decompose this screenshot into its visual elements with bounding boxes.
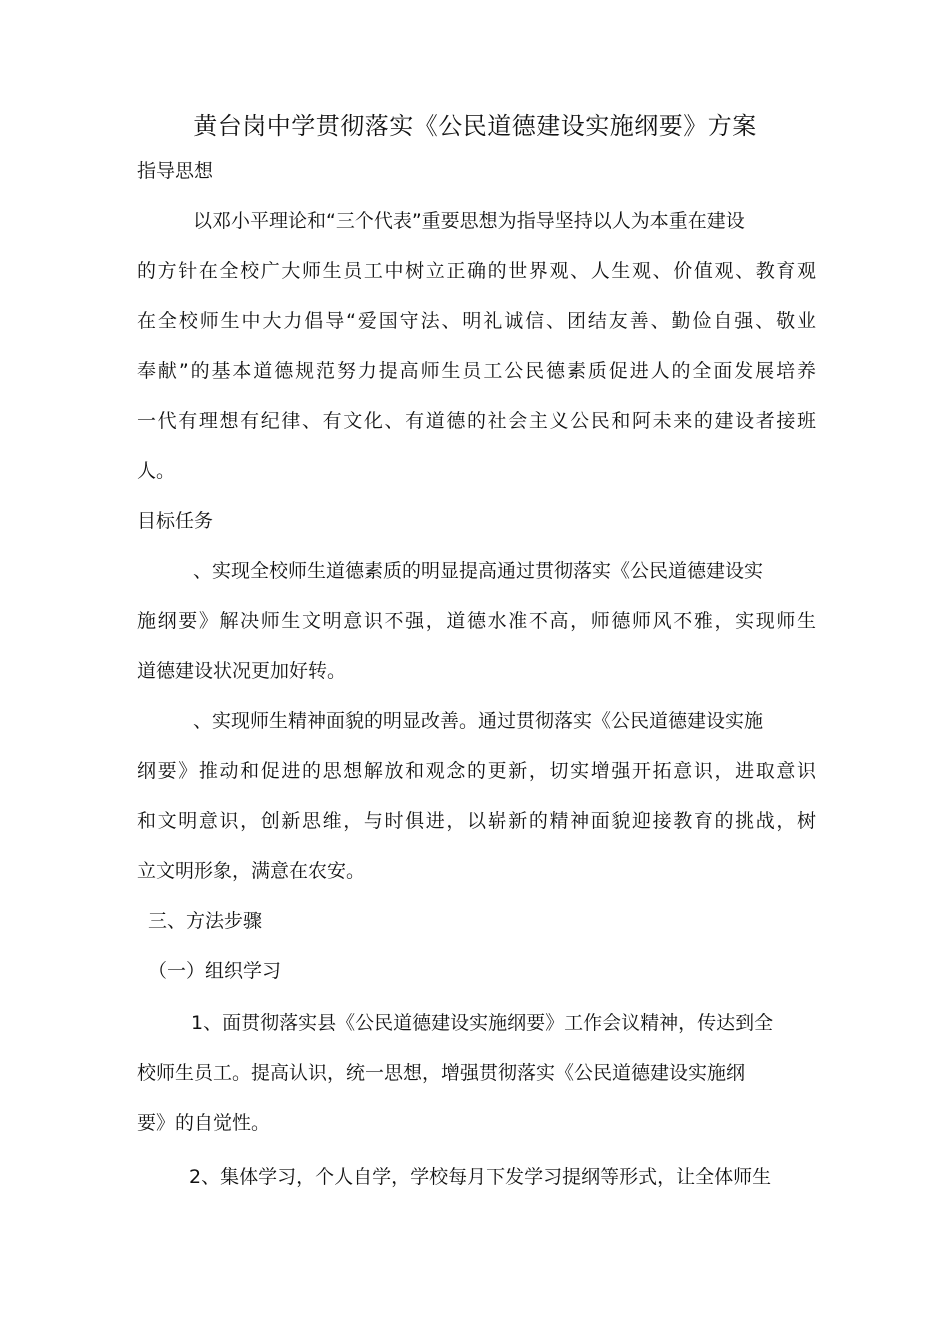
- paragraph-line: 人。: [137, 460, 176, 482]
- paragraph-line: 道德建设状况更加好转。: [137, 660, 347, 682]
- paragraph-line: 一代有理想有纪律、有文化、有道德的社会主义公民和阿未来的建设者接班: [137, 410, 816, 432]
- paragraph-line: 纲要》推动和促进的思想解放和观念的更新，切实增强开拓意识，进取意识: [137, 760, 816, 782]
- paragraph-line: 1、面贯彻落实县《公民道德建设实施纲要》工作会议精神，传达到全: [191, 1012, 774, 1034]
- paragraph-line: 2、集体学习，个人自学，学校每月下发学习提纲等形式，让全体师生: [189, 1166, 772, 1188]
- paragraph-line: 、实现师生精神面貌的明显改善。通过贯彻落实《公民道德建设实施: [193, 710, 764, 732]
- paragraph-line: 和文明意识，创新思维，与时俱进，以崭新的精神面貌迎接教育的挑战，树: [137, 810, 816, 832]
- paragraph-line: 奉献”的基本道德规范努力提高师生员工公民德素质促进人的全面发展培养: [137, 360, 816, 382]
- paragraph-line: 施纲要》解决师生文明意识不强，道德水准不高，师德师风不雅，实现师生: [137, 610, 816, 632]
- paragraph-line: 在全校师生中大力倡导“爱国守法、明礼诚信、团结友善、勤俭自强、敬业: [137, 310, 816, 332]
- subsection-heading: （一）组织学习: [148, 960, 282, 982]
- section-heading: 指导思想: [137, 160, 214, 182]
- section-heading: 三、方法步骤: [148, 910, 263, 932]
- document-title: 黄台岗中学贯彻落实《公民道德建设实施纲要》方案: [193, 112, 757, 140]
- section-heading: 目标任务: [137, 510, 214, 532]
- paragraph-line: 、实现全校师生道德素质的明显提高通过贯彻落实《公民道德建设实: [193, 560, 764, 582]
- paragraph-line: 要》的自觉性。: [137, 1112, 271, 1134]
- paragraph-line: 校师生员工。提高认识，统一思想，增强贯彻落实《公民道德建设实施纲: [137, 1062, 746, 1084]
- paragraph-line: 的方针在全校广大师生员工中树立正确的世界观、人生观、价值观、教育观: [137, 260, 816, 282]
- paragraph-line: 立文明形象，满意在农安。: [137, 860, 366, 882]
- paragraph-line: 以邓小平理论和“三个代表”重要思想为指导坚持以人为本重在建设: [193, 210, 745, 232]
